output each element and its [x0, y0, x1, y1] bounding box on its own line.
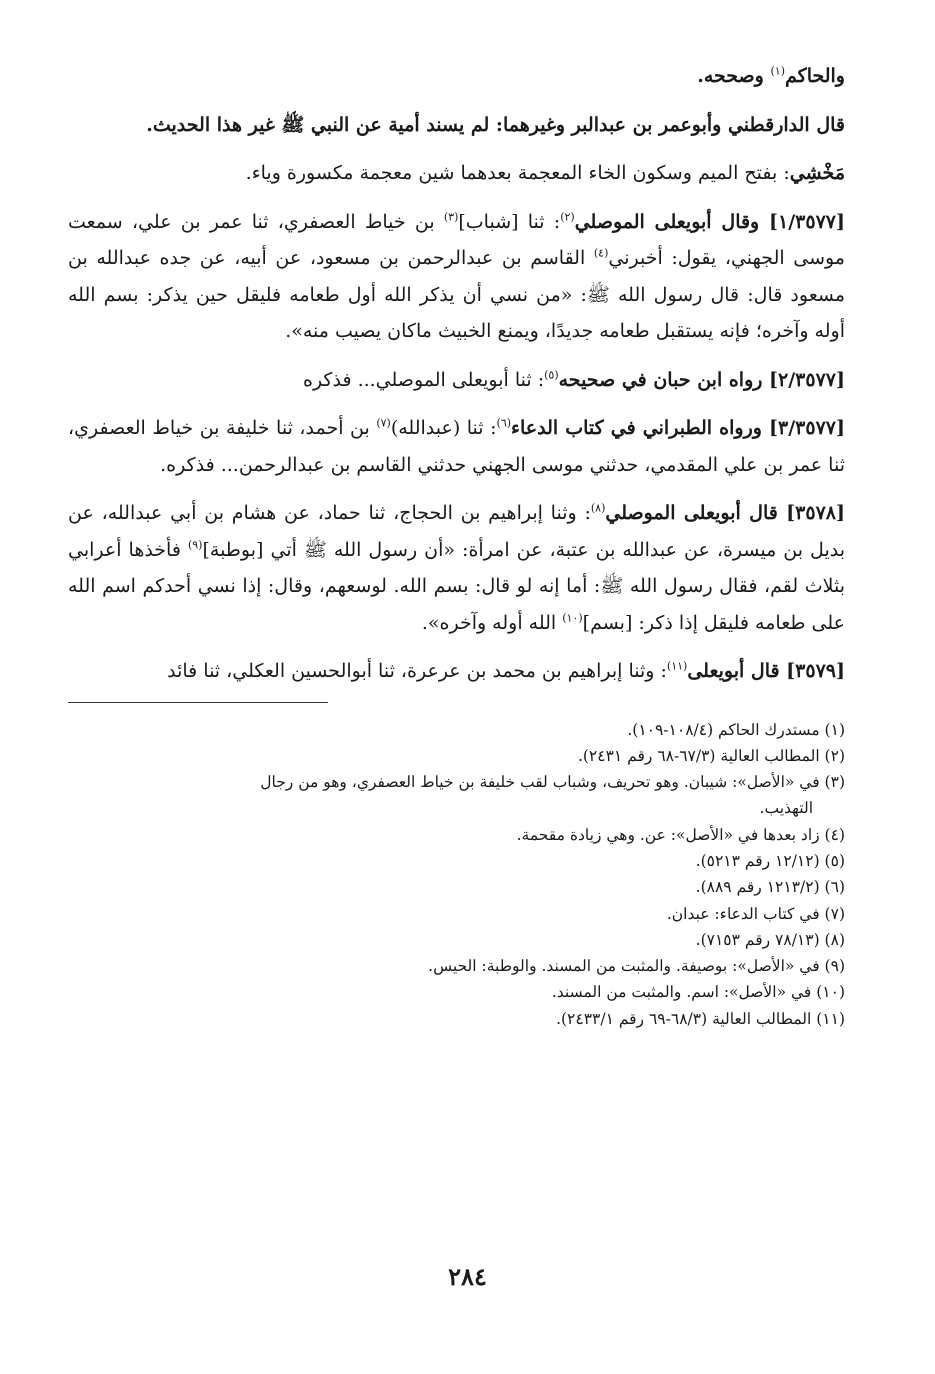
footnote-ref: (٨) — [590, 501, 606, 515]
footnote-6: (٦) (١٢١٣/٢ رقم ٨٨٩). — [695, 878, 845, 897]
footnote-7: (٧) في كتاب الدعاء: عبدان. — [666, 904, 845, 923]
footnote-5: (٥) (١٢/١٢ رقم ٥٢١٣). — [695, 851, 845, 870]
text-run: القاسم بن عبدالرحمن بن مسعود، عن أبيه، عن جده عبدالله بن مسعود قال: قال رسول الله ﷺ: «من نسي أن يذكر الله أول طعامه فليقل حين يذكر: بسم الله أوله وآخره؛ فإنه يستقبل طعامه جديدًا، ويمنع الخبيث ماكان يصيب منه». — [68, 247, 845, 342]
hadith-3579 — [68, 653, 845, 690]
hadith-3578 — [68, 495, 845, 641]
paragraph-2 — [68, 155, 845, 192]
text-run: : ثنا (عبدالله) — [390, 417, 497, 439]
text-run: الله أوله وآخره». — [421, 611, 563, 634]
hadith-heading: [٣/٣٥٧٧] ورواه الطبراني في كتاب الدعاء — [511, 417, 845, 439]
hadith-3577-1 — [68, 204, 845, 350]
text-run: : بفتح الميم وسكون الخاء المعجمة بعدهما شين معجمة مكسورة وياء. — [245, 162, 790, 184]
footnote-ref: (٢) — [560, 210, 575, 224]
footnote-11: (١١) المطالب العالية (٦٨/٣-٦٩ رقم ٢٤٣٣/١). — [556, 1009, 845, 1028]
footnote-divider-wrap — [68, 702, 845, 703]
hadith-3577-2 — [68, 362, 845, 399]
text-run: وصححه. — [697, 65, 771, 87]
footnote-divider — [68, 702, 328, 703]
footnote-ref: (٦) — [496, 416, 512, 430]
footnote-ref: (٥) — [544, 368, 559, 382]
footnote-10: (١٠) في «الأصل»: اسم. والمثبت من المسند. — [551, 983, 845, 1002]
main-text — [68, 58, 845, 690]
hadith-heading: [٣٥٧٩] قال أبويعلى — [687, 660, 845, 682]
footnote-ref: (١٠) — [562, 611, 583, 625]
footnote-2: (٢) المطالب العالية (٦٧/٣-٦٨ رقم ٢٤٣١). — [577, 746, 845, 765]
footnote-ref: (٩) — [187, 538, 203, 552]
text-run: : ثنا [شباب] — [458, 210, 561, 233]
text-run: : وثنا إبراهيم بن الحجاج، ثنا حماد، عن هشام بن أبي عبدالله، عن بديل بن ميسرة، عن عبدالله بن عتبة، عن امرأة: «أن رسول الله ﷺ أتي [بوطبة] — [68, 502, 845, 561]
paragraph-1 — [68, 107, 845, 144]
footnote-1: (١) مستدرك الحاكم (١٠٨/٤-١٠٩). — [627, 720, 845, 739]
footnotes — [68, 717, 845, 1033]
page-number: ٢٨٤ — [448, 1262, 487, 1291]
hadith-heading: [٣٥٧٨] قال أبويعلى الموصلي — [605, 502, 845, 524]
footnote-8: (٨) (٧٨/١٣ رقم ٧١٥٣). — [695, 930, 845, 949]
text-run: بن خياط العصفري، ثنا عمر بن علي، سمعت موسى الجهني، يقول: أخبرني — [68, 210, 845, 269]
footnote-ref: (٧) — [376, 416, 391, 430]
paragraph-0 — [68, 58, 845, 95]
footnote-3-continued: التهذيب. — [759, 799, 813, 818]
text-run: مَخْشِي — [789, 162, 845, 184]
footnote-4: (٤) زاد بعدها في «الأصل»: عن. وهي زيادة مقحمة. — [516, 825, 845, 844]
text-run: والحاكم — [785, 65, 845, 87]
text-run: : ثنا أبويعلى الموصلي... فذكره — [302, 368, 545, 391]
text-run: بن أحمد، ثنا خليفة بن خياط العصفري، ثنا عمر بن علي المقدمي، حدثني موسى الجهني حدثني القاسم بن عبدالرحمن... فذكره. — [68, 417, 845, 476]
footnote-ref: (٤) — [593, 246, 609, 260]
footnote-ref: (٣) — [443, 210, 459, 224]
footnote-3: (٣) في «الأصل»: شيبان. وهو تحريف، وشباب لقب خليفة بن خياط العصفري، وهو من رجال — [260, 773, 845, 792]
footnote-ref: (١) — [770, 64, 785, 78]
text-run: فأخذها أعرابي بثلاث لقم، فقال رسول الله ﷺ: أما إنه لو قال: بسم الله. لوسعهم، وقال: إذا نسي أحدكم اسم الله على طعامه فليقل إذا ذكر: [بسم] — [68, 538, 845, 634]
text-run: : وثنا إبراهيم بن محمد بن عرعرة، ثنا أبوالحسين العكلي، ثنا فائد — [167, 660, 667, 682]
hadith-heading: [٢/٣٥٧٧] رواه ابن حبان في صحيحه — [558, 368, 845, 391]
footnote-9: (٩) في «الأصل»: بوصيفة. والمثبت من المسند. والوطبة: الحيس. — [428, 957, 845, 976]
footnote-ref: (١١) — [666, 659, 688, 673]
text-run: قال الدارقطني وأبوعمر بن عبدالبر وغيرهما: لم يسند أمية عن النبي ﷺ غير هذا الحديث. — [146, 113, 845, 136]
hadith-heading: [١/٣٥٧٧] وقال أبويعلى الموصلي — [574, 210, 845, 233]
hadith-3577-3 — [68, 410, 845, 483]
